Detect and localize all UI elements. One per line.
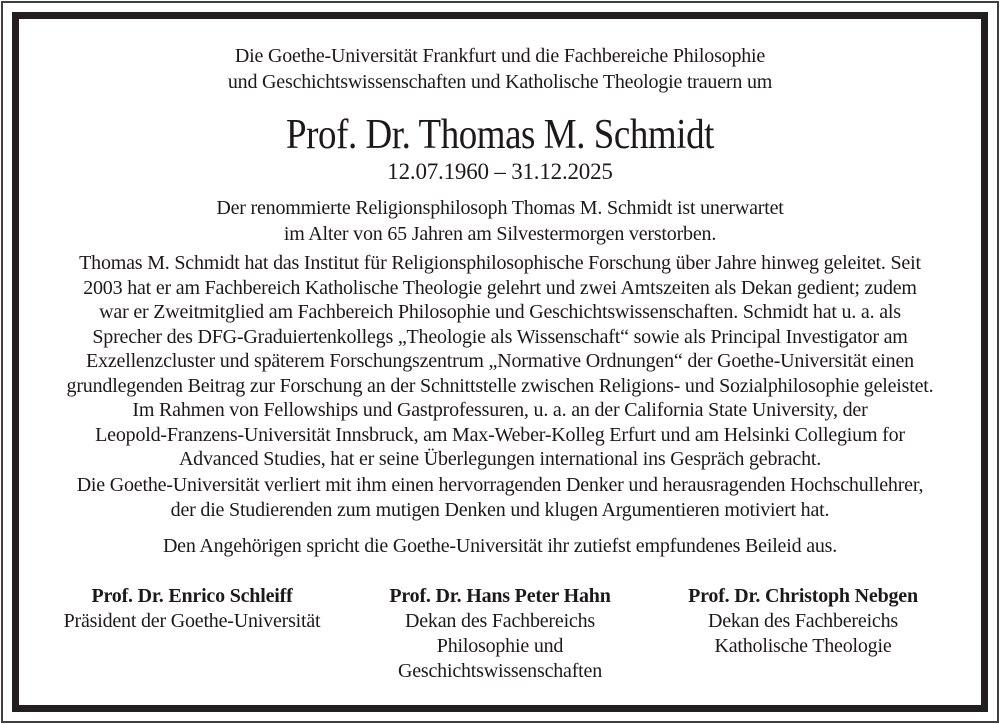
career-line: Thomas M. Schmidt hat das Institut für Religionsphilosophische Forschung über Jahre hinweg geleitet. Seit <box>79 252 921 274</box>
career-line: Im Rahmen von Fellowships und Gastprofessuren, u. a. an der California State University, der <box>132 399 868 421</box>
career-line: war er Zweitmitglied am Fachbereich Philosophie und Geschichtswissenschaften. Schmidt hat u. a. als <box>99 301 901 323</box>
lead-line: im Alter von 65 Jahren am Silvestermorgen verstorben. <box>283 223 717 245</box>
career-line: Leopold-Franzens-Universität Innsbruck, am Max-Weber-Kolleg Erfurt und am Helsinki Collegium for <box>95 423 905 446</box>
signature-name: Prof. Dr. Enrico Schleiff <box>91 585 293 607</box>
signature-role: Dekan des Fachbereichs <box>708 610 898 632</box>
deceased-name: Prof. Dr. Thomas M. Schmidt <box>286 112 714 158</box>
intro-line: Die Goethe-Universität Frankfurt und die Fachbereiche Philosophie <box>234 45 766 67</box>
career-line: grundlegenden Beitrag zur Forschung an der Schnittstelle zwischen Religions- und Sozialphilosophie geleistet. <box>66 374 934 397</box>
career-line: Exzellenzcluster und späterem Forschungszentrum „Normative Ordnungen“ der Goethe-Universität einen <box>86 350 914 372</box>
signature-name: Prof. Dr. Hans Peter Hahn <box>389 585 611 607</box>
signature-role: Katholische Theologie <box>714 635 892 657</box>
condolence-line: Den Angehörigen spricht die Goethe-Universität ihr zutiefst empfundenes Beileid aus. <box>162 534 838 557</box>
signature-dean-theology <box>643 583 963 659</box>
tribute-line: der die Studierenden zum mutigen Denken und klugen Argumentieren motiviert hat. <box>170 499 830 521</box>
signature-role: Philosophie und <box>436 635 564 657</box>
signature-role: Geschichtswissenschaften <box>397 660 603 682</box>
signature-role: Dekan des Fachbereichs <box>405 610 595 632</box>
intro-line: und Geschichtswissenschaften und Katholische Theologie trauern um <box>227 71 773 93</box>
signature-role: Präsident der Goethe-Universität <box>63 610 321 632</box>
signature-dean-philosophy <box>340 583 660 684</box>
career-line: 2003 hat er am Fachbereich Katholische Theologie gelehrt und zwei Amtszeiten als Dekan gedient; zudem <box>83 276 917 299</box>
signatures <box>19 583 981 688</box>
lead-line: Der renommierte Religionsphilosoph Thomas M. Schmidt ist unerwartet <box>216 197 784 219</box>
career-line: Advanced Studies, hat er seine Überlegungen international ins Gespräch gebracht. <box>178 448 822 470</box>
lead-paragraph <box>19 195 981 247</box>
career-line: Sprecher des DFG-Graduiertenkollegs „Theologie als Wissenschaft“ sowie als Principal Investigator am <box>92 325 908 348</box>
intro-paragraph <box>19 43 981 95</box>
life-dates: 12.07.1960 – 31.12.2025 <box>387 159 613 184</box>
career-paragraph <box>19 251 981 472</box>
notice-content <box>19 19 981 705</box>
signature-president <box>32 583 352 634</box>
tribute-paragraph <box>19 473 981 524</box>
signature-name: Prof. Dr. Christoph Nebgen <box>688 585 918 607</box>
tribute-line: Die Goethe-Universität verliert mit ihm einen hervorragenden Denker und herausragenden Hochschullehrer, <box>76 473 924 496</box>
